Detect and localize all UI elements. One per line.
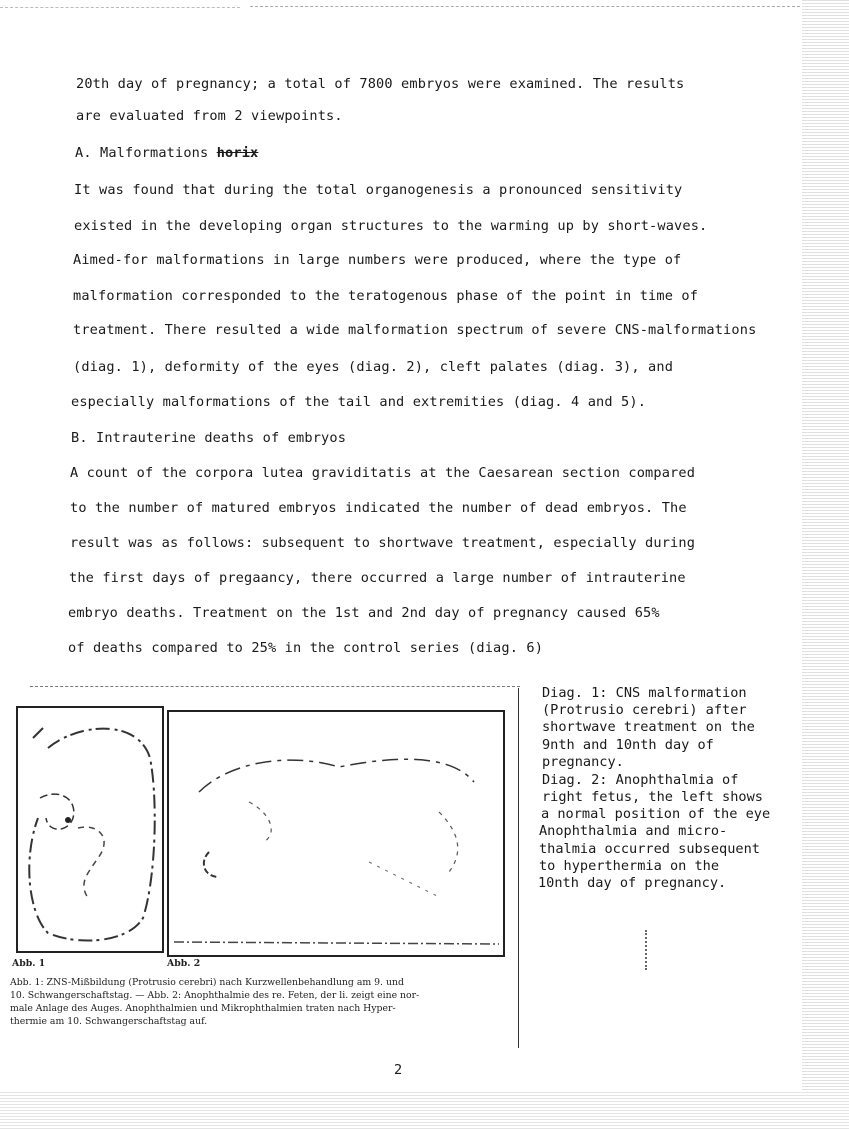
fetus-outlines-2 [169, 712, 503, 955]
caption-line: shortwave treatment on the [542, 719, 755, 735]
body-line: result was as follows: subsequent to shortwave treatment, especially during [70, 535, 696, 551]
figure-2-photo [167, 710, 505, 957]
scan-mark [645, 930, 650, 970]
body-line: A count of the corpora lutea graviditatis at the Caesarean section compared [70, 465, 696, 481]
caption-line: to hyperthermia on the [539, 858, 720, 874]
scan-margin-hatching-bottom [0, 1092, 849, 1129]
caption-line: Anophthalmia and micro- [539, 823, 728, 839]
embryo-outline-1 [18, 708, 162, 951]
caption-line: (Protrusio cerebri) after [542, 702, 747, 718]
scan-margin-hatching-right [802, 0, 849, 1129]
body-line: of deaths compared to 25% in the control series (diag. 6) [68, 640, 544, 656]
caption-line: pregnancy. [542, 754, 624, 770]
german-caption-line: 10. Schwangerschaftstag. — Abb. 2: Anophthalmie des re. Feten, der li. zeigt eine nor- [10, 990, 420, 1001]
struck-out-word: horix [216, 145, 259, 161]
figure-1-label: Abb. 1 [12, 958, 46, 969]
caption-line: Diag. 2: Anophthalmia of [542, 772, 739, 788]
figure-2-label: Abb. 2 [167, 958, 201, 969]
body-line: the first days of pregaancy, there occurred a large number of intrauterine [69, 570, 686, 586]
figure-separator [30, 686, 520, 687]
caption-line: a normal position of the eye [541, 806, 771, 822]
section-heading-a-text: A. Malformations [75, 145, 217, 161]
body-line: Aimed-for malformations in large numbers were produced, where the type of [73, 252, 682, 268]
body-line: existed in the developing organ structures to the warming up by short-waves. [74, 218, 708, 234]
caption-line: 9nth and 10nth day of [542, 737, 714, 753]
caption-line: right fetus, the left shows [542, 789, 763, 805]
section-heading-a [75, 145, 258, 161]
page-number: 2 [394, 1062, 403, 1078]
body-line: especially malformations of the tail and extremities (diag. 4 and 5). [71, 394, 647, 410]
figure-1-photo [16, 706, 164, 953]
body-line: to the number of matured embryos indicated the number of dead embryos. The [70, 500, 687, 516]
body-line: (diag. 1), deformity of the eyes (diag. 2), cleft palates (diag. 3), and [73, 359, 674, 375]
body-line: are evaluated from 2 viewpoints. [76, 108, 343, 124]
body-line: 20th day of pregnancy; a total of 7800 embryos were examined. The results [76, 76, 685, 92]
top-scan-edge [250, 6, 800, 7]
body-line: embryo deaths. Treatment on the 1st and 2nd day of pregnancy caused 65% [68, 605, 660, 621]
caption-line: 10nth day of pregnancy. [538, 875, 727, 891]
german-caption-line: male Anlage des Auges. Anophthalmien und Mikrophthalmien traten nach Hyper- [10, 1003, 396, 1014]
figure-column-rule [518, 688, 519, 1048]
caption-line: thalmia occurred subsequent [539, 841, 760, 857]
body-line: treatment. There resulted a wide malformation spectrum of severe CNS-malformations [73, 322, 757, 338]
german-caption-line: thermie am 10. Schwangerschaftstag auf. [10, 1016, 208, 1027]
body-line: malformation corresponded to the teratogenous phase of the point in time of [73, 288, 699, 304]
section-heading-b: B. Intrauterine deaths of embryos [71, 430, 347, 446]
top-left-scan-edge [0, 7, 240, 8]
german-caption-line: Abb. 1: ZNS-Mißbildung (Protrusio cerebri) nach Kurzwellenbehandlung am 9. und [10, 977, 404, 988]
caption-line: Diag. 1: CNS malformation [542, 685, 747, 701]
body-line: It was found that during the total organogenesis a pronounced sensitivity [74, 182, 683, 198]
